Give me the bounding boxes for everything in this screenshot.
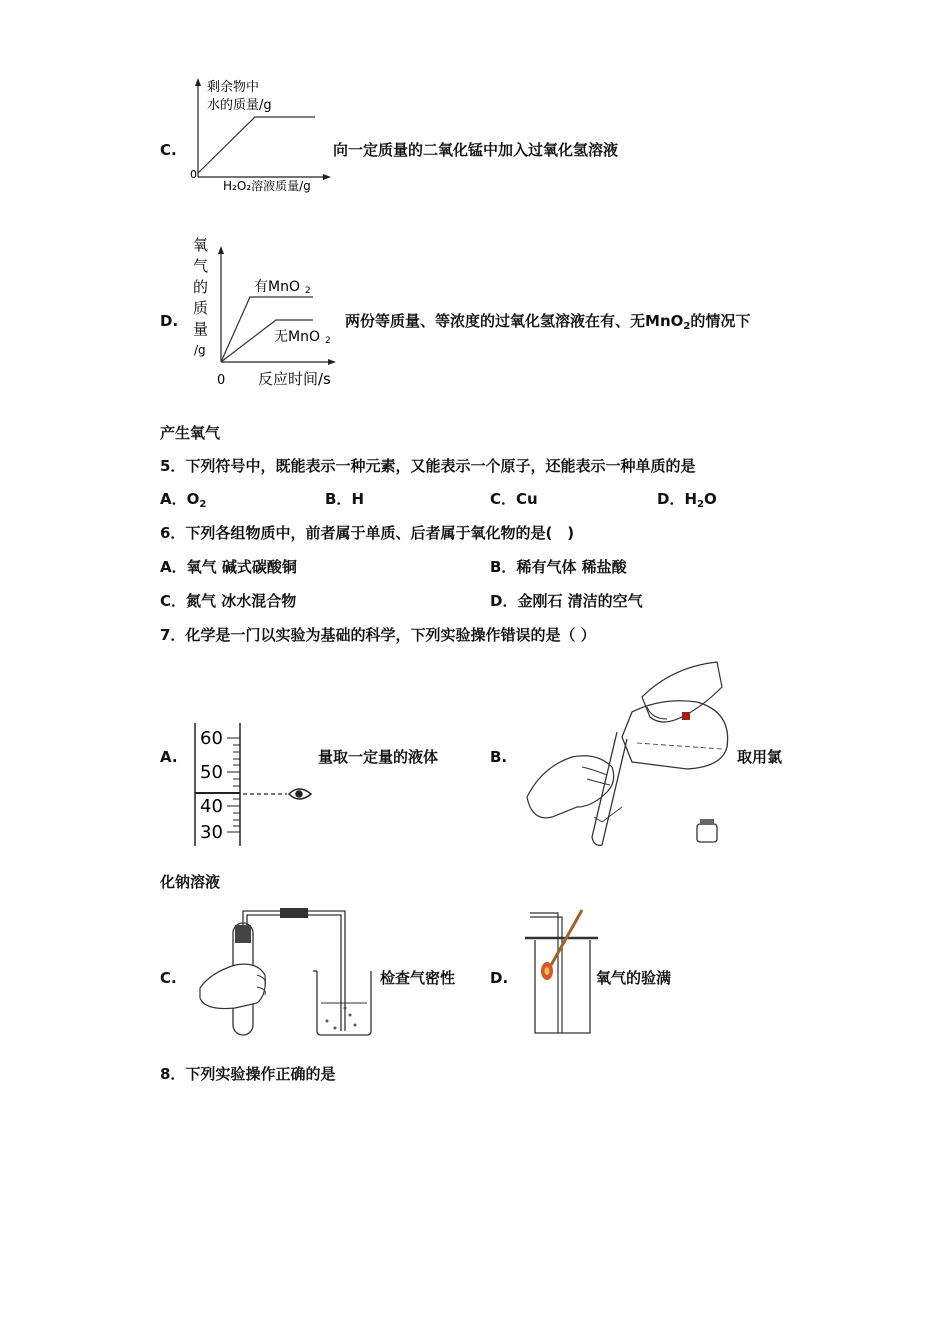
q6-option-c	[160, 591, 296, 611]
q5-c-text: Cu	[516, 490, 538, 508]
q4-d-ylabel-char: 的	[193, 278, 209, 296]
q5-option-d	[657, 489, 717, 515]
q8-stem: 8．下列实验操作正确的是	[160, 1065, 336, 1083]
q6-stem: 6．下列各组物质中，前者属于单质、后者属于氧化物的是( )	[160, 524, 575, 542]
q6-b-text: 稀有气体 稀盐酸	[516, 558, 627, 576]
q6-a-text: 氧气 碱式碳酸铜	[186, 558, 297, 576]
q4-d-ylabel-unit: /g	[194, 343, 206, 357]
q5-b-letter: B．	[325, 490, 352, 508]
q4-d-text-sub: 2	[683, 321, 691, 332]
q6-c-text: 氮气 冰水混合物	[186, 592, 297, 610]
q4-d-without-sub: 2	[325, 336, 331, 346]
q7-d-oxygen-figure	[520, 905, 600, 1044]
q7-a-tick: 60	[200, 728, 223, 749]
q6-d-text: 金刚石 清洁的空气	[517, 592, 643, 610]
q7-option-d-letter: D.	[490, 969, 509, 987]
q4-d-with-sub: 2	[305, 286, 311, 296]
q4-d-ylabel-char: 量	[193, 320, 209, 338]
q4-d-origin: 0	[217, 373, 226, 388]
q5-d-text: H	[684, 490, 698, 508]
q5-d-sub: 2	[697, 499, 704, 510]
q4-d-text-mno: MnO	[645, 312, 684, 330]
q7-c-airtight-figure	[195, 903, 380, 1042]
q7-b-pouring-figure	[522, 657, 732, 856]
q4-c-ylabel-2: 水的质量/g	[207, 98, 272, 113]
q6-option-d	[490, 591, 643, 611]
q7-a-tick: 40	[200, 796, 223, 817]
q4-option-d-text	[345, 311, 750, 337]
q4-d-without-label: 无MnO	[274, 329, 320, 345]
q4-option-d-letter: D.	[160, 312, 179, 330]
q5-d-tail: O	[703, 490, 717, 508]
q5-option-b	[325, 489, 364, 509]
q4-d-text-part1: 两份等质量、等浓度的过氧化氢溶液在有、无	[345, 312, 646, 330]
q7-option-c-text: 检查气密性	[380, 969, 456, 987]
q4-d-ylabel-char: 质	[193, 299, 209, 317]
q4-c-ylabel-1: 剩余物中	[207, 80, 260, 95]
q7-stem: 7．化学是一门以实验为基础的科学，下列实验操作错误的是（ ）	[160, 626, 596, 644]
q4-option-c-letter: C.	[160, 141, 177, 159]
q5-b-text: H	[351, 490, 364, 508]
q6-b-letter: B．	[490, 558, 517, 576]
q6-c-letter: C．	[160, 592, 187, 610]
q7-option-a-text: 量取一定量的液体	[318, 748, 439, 766]
q5-d-letter: D．	[657, 490, 685, 508]
q4-d-graph	[188, 232, 343, 396]
q7-option-d-text: 氧气的验满	[596, 969, 672, 987]
q4-d-text-part2: 的情况下	[690, 312, 751, 330]
q4-c-curve	[198, 117, 315, 173]
q6-option-b	[490, 557, 627, 577]
q7-option-b-text: 取用氯	[737, 748, 783, 766]
q7-a-tick: 50	[200, 762, 223, 783]
q5-a-text: O	[186, 490, 200, 508]
q5-a-letter: A．	[160, 490, 187, 508]
q7-option-b-letter: B.	[490, 748, 508, 766]
q4-d-with-label: 有MnO	[254, 279, 300, 295]
q4-c-origin: 0	[190, 168, 197, 181]
q6-option-a	[160, 557, 297, 577]
q4-option-c-text: 向一定质量的二氧化锰中加入过氧化氢溶液	[333, 141, 619, 159]
q4-c-xlabel: H₂O₂溶液质量/g	[223, 179, 311, 193]
q7-option-a-letter: A.	[160, 748, 178, 766]
q4-d-ylabel-char: 气	[193, 257, 209, 275]
q7-a-cylinder-figure	[185, 718, 320, 852]
q4-c-graph	[185, 75, 335, 199]
q5-a-sub: 2	[199, 499, 207, 510]
q5-option-c	[490, 489, 538, 509]
q5-option-a	[160, 489, 206, 515]
q4-d-ylabel-char: 氧	[193, 236, 209, 254]
q6-d-letter: D．	[490, 592, 518, 610]
q6-a-letter: A．	[160, 558, 187, 576]
q5-stem: 5．下列符号中，既能表示一种元素，又能表示一个原子，还能表示一种单质的是	[160, 457, 696, 475]
q5-c-letter: C．	[490, 490, 517, 508]
q4-option-d-text-wrap: 产生氧气	[160, 424, 221, 442]
q7-a-tick: 30	[200, 822, 223, 843]
eye-icon	[289, 789, 311, 799]
q7-option-b-text-wrap: 化钠溶液	[160, 873, 221, 891]
q4-d-xlabel: 反应时间/s	[258, 370, 331, 388]
q7-option-c-letter: C.	[160, 969, 177, 987]
